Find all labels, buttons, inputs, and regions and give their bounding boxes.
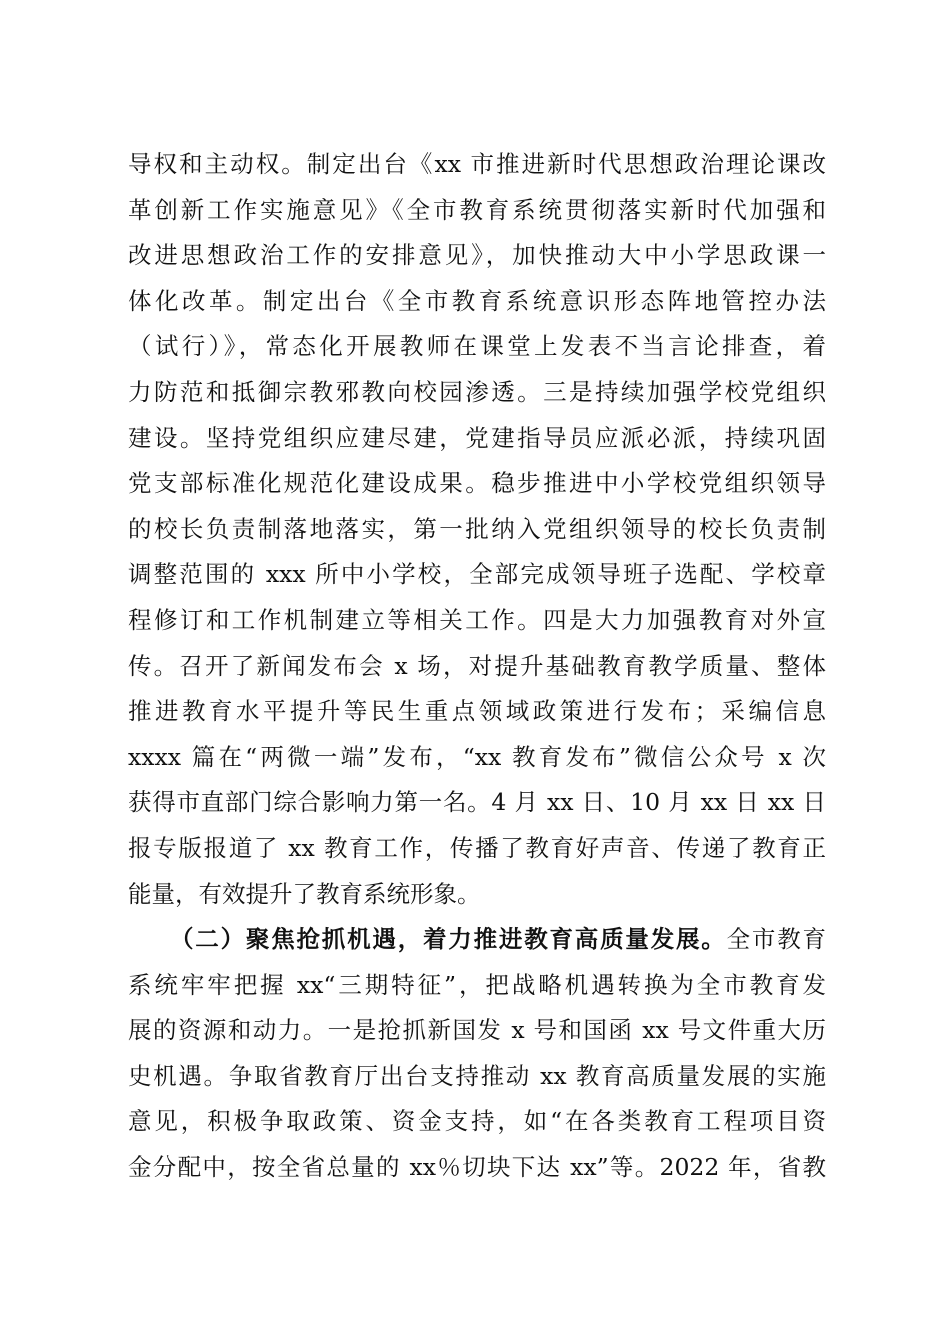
text-line: 意见，积极争取政策、资金支持，如“在各类教育工程项目资 [128,1107,826,1136]
text-line: 系统牢牢把握 xx“三期特征”，把战略机遇转换为全市教育发 [128,970,826,999]
text-line: 传。召开了新闻发布会 x 场，对提升基础教育教学质量、整体 [128,651,826,680]
text-line: xxxx 篇在“两微一端”发布，“xx 教育发布”微信公众号 x 次 [128,742,826,771]
section-heading-line [128,917,826,963]
text-line: 改进思想政治工作的安排意见》，加快推动大中小学思政课一 [128,241,826,270]
text-line: 导权和主动权。制定出台《xx 市推进新时代思想政治理论课改 [128,150,826,178]
text-line: 调整范围的 xxx 所中小学校，全部完成领导班子选配、学校章 [128,560,826,589]
text-line: 获得市直部门综合影响力第一名。4 月 xx 日、10 月 xx 日 xx 日 [128,788,826,817]
text-line: 展的资源和动力。一是抢抓新国发 x 号和国函 xx 号文件重大历 [128,1016,826,1045]
text-line: 的校长负责制落地落实，第一批纳入党组织领导的校长负责制 [128,514,826,543]
text-line: 金分配中，按全省总量的 xx％切块下达 xx”等。2022 年，省教 [128,1153,826,1182]
text-line: 力防范和抵御宗教邪教向校园渗透。三是持续加强学校党组织 [128,377,826,406]
section-heading: （二）聚焦抢抓机遇，着力推进教育高质量发展。 [170,925,727,954]
text-line: 建设。坚持党组织应建尽建，党建指导员应派必派，持续巩固 [128,423,826,452]
text-line: 革创新工作实施意见》《全市教育系统贯彻落实新时代加强和 [128,195,826,224]
text-line: 史机遇。争取省教育厅出台支持推动 xx 教育高质量发展的实施 [128,1061,826,1090]
text-line: 能量，有效提升了教育系统形象。 [128,879,481,908]
text-line: 报专版报道了 xx 教育工作，传播了教育好声音、传递了教育正 [128,833,826,862]
text-line: 体化改革。制定出台《全市教育系统意识形态阵地管控办法 [128,286,826,315]
section-heading-tail: 全市教育 [726,925,827,954]
document-body [128,142,826,1191]
text-line: 推进教育水平提升等民生重点领域政策进行发布；采编信息 [128,697,826,726]
text-line: 程修订和工作机制建立等相关工作。四是大力加强教育对外宣 [128,605,826,634]
text-line: 党支部标准化规范化建设成果。稳步推进中小学校党组织领导 [128,469,826,498]
text-line: （试行）》，常态化开展教师在课堂上发表不当言论排查，着 [128,332,826,361]
